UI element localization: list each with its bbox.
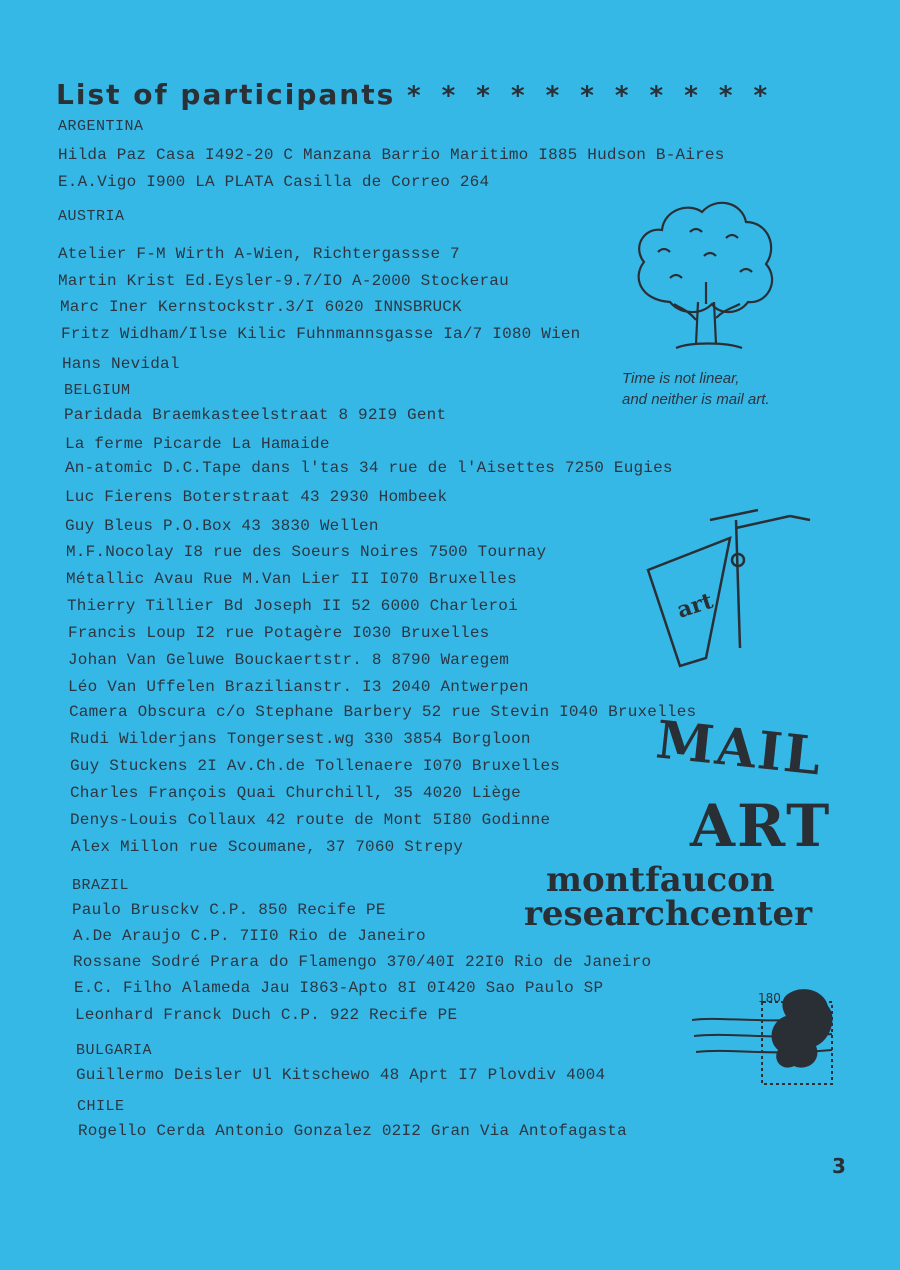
- title-stars: * * * * * * * * * * *: [407, 81, 774, 111]
- participant-entry: Rogello Cerda Antonio Gonzalez 02I2 Gran Via Antofagasta: [78, 1122, 627, 1140]
- participant-entry: La ferme Picarde La Hamaide: [65, 435, 330, 453]
- tree-illustration: [630, 192, 780, 362]
- participant-entry: A.De Araujo C.P. 7II0 Rio de Janeiro: [73, 927, 426, 945]
- participant-entry: Camera Obscura c/o Stephane Barbery 52 rue Stevin I040 Bruxelles: [69, 703, 697, 721]
- page-number: 3: [832, 1154, 846, 1178]
- participant-entry: Marc Iner Kernstockstr.3/I 6020 INNSBRUCK: [60, 298, 462, 316]
- participant-entry: Guillermo Deisler Ul Kitschewo 48 Aprt I7 Plovdiv 4004: [76, 1066, 606, 1084]
- stamp-mail: MAIL: [653, 709, 826, 788]
- participant-entry: Francis Loup I2 rue Potagère I030 Bruxelles: [68, 624, 490, 642]
- participant-entry: Leonhard Franck Duch C.P. 922 Recife PE: [75, 1006, 458, 1024]
- participant-entry: Hans Nevidal: [62, 355, 180, 373]
- sign-illustration: [640, 498, 820, 678]
- participant-entry: Hilda Paz Casa I492-20 C Manzana Barrio Maritimo I885 Hudson B-Aires: [58, 146, 725, 164]
- country-heading: ARGENTINA: [58, 118, 144, 135]
- participant-entry: Métallic Avau Rue M.Van Lier II I070 Bruxelles: [66, 570, 517, 588]
- participant-entry: Guy Stuckens 2I Av.Ch.de Tollenaere I070 Bruxelles: [70, 757, 561, 775]
- participant-entry: Paulo Brusckv C.P. 850 Recife PE: [72, 901, 386, 919]
- country-heading: BULGARIA: [76, 1042, 153, 1059]
- stamp-montfaucon: montfaucon: [546, 860, 775, 900]
- stamp-researchcenter: researchcenter: [524, 894, 812, 934]
- participant-entry: Fritz Widham/Ilse Kilic Fuhnmannsgasse Ia/7 I080 Wien: [61, 325, 581, 343]
- postmark-number: 180: [758, 991, 781, 1005]
- country-heading: AUSTRIA: [58, 208, 125, 225]
- postmark-illustration: [692, 980, 842, 1090]
- sign-label: art: [673, 587, 717, 624]
- participant-entry: Paridada Braemkasteelstraat 8 92I9 Gent: [64, 406, 447, 424]
- stamp-art: ART: [690, 792, 832, 860]
- participant-entry: Léo Van Uffelen Brazilianstr. I3 2040 Antwerpen: [68, 678, 529, 696]
- participant-entry: Rossane Sodré Prara do Flamengo 370/40I 22I0 Rio de Janeiro: [73, 953, 652, 971]
- tree-caption: [622, 368, 822, 410]
- country-heading: CHILE: [77, 1098, 125, 1115]
- participant-entry: Denys-Louis Collaux 42 route de Mont 5I80 Godinne: [70, 811, 551, 829]
- participant-entry: Luc Fierens Boterstraat 43 2930 Hombeek: [65, 488, 448, 506]
- participant-entry: Thierry Tillier Bd Joseph II 52 6000 Charleroi: [67, 597, 518, 615]
- participant-entry: Johan Van Geluwe Bouckaertstr. 8 8790 Waregem: [68, 651, 510, 669]
- participant-entry: M.F.Nocolay I8 rue des Soeurs Noires 7500 Tournay: [66, 543, 547, 561]
- title-text: List of participants: [56, 78, 396, 111]
- participant-entry: Alex Millon rue Scoumane, 37 7060 Strepy: [71, 838, 464, 856]
- participant-entry: E.A.Vigo I900 LA PLATA Casilla de Correo 264: [58, 173, 490, 191]
- participant-entry: An-atomic D.C.Tape dans l'tas 34 rue de l'Aisettes 7250 Eugies: [65, 459, 673, 477]
- participant-entry: Guy Bleus P.O.Box 43 3830 Wellen: [65, 517, 379, 535]
- caption-line-1: Time is not linear,: [622, 370, 740, 387]
- country-heading: BELGIUM: [64, 382, 131, 399]
- participant-entry: E.C. Filho Alameda Jau I863-Apto 8I 0I420 Sao Paulo SP: [74, 979, 604, 997]
- page-title: [56, 78, 773, 111]
- country-heading: BRAZIL: [72, 877, 130, 894]
- caption-line-2: and neither is mail art.: [622, 391, 770, 408]
- participant-entry: Atelier F-M Wirth A-Wien, Richtergassse 7: [58, 245, 460, 263]
- participant-entry: Rudi Wilderjans Tongersest.wg 330 3854 Borgloon: [70, 730, 531, 748]
- participant-entry: Martin Krist Ed.Eysler-9.7/IO A-2000 Stockerau: [58, 272, 509, 290]
- participant-entry: Charles François Quai Churchill, 35 4020 Liège: [70, 784, 521, 802]
